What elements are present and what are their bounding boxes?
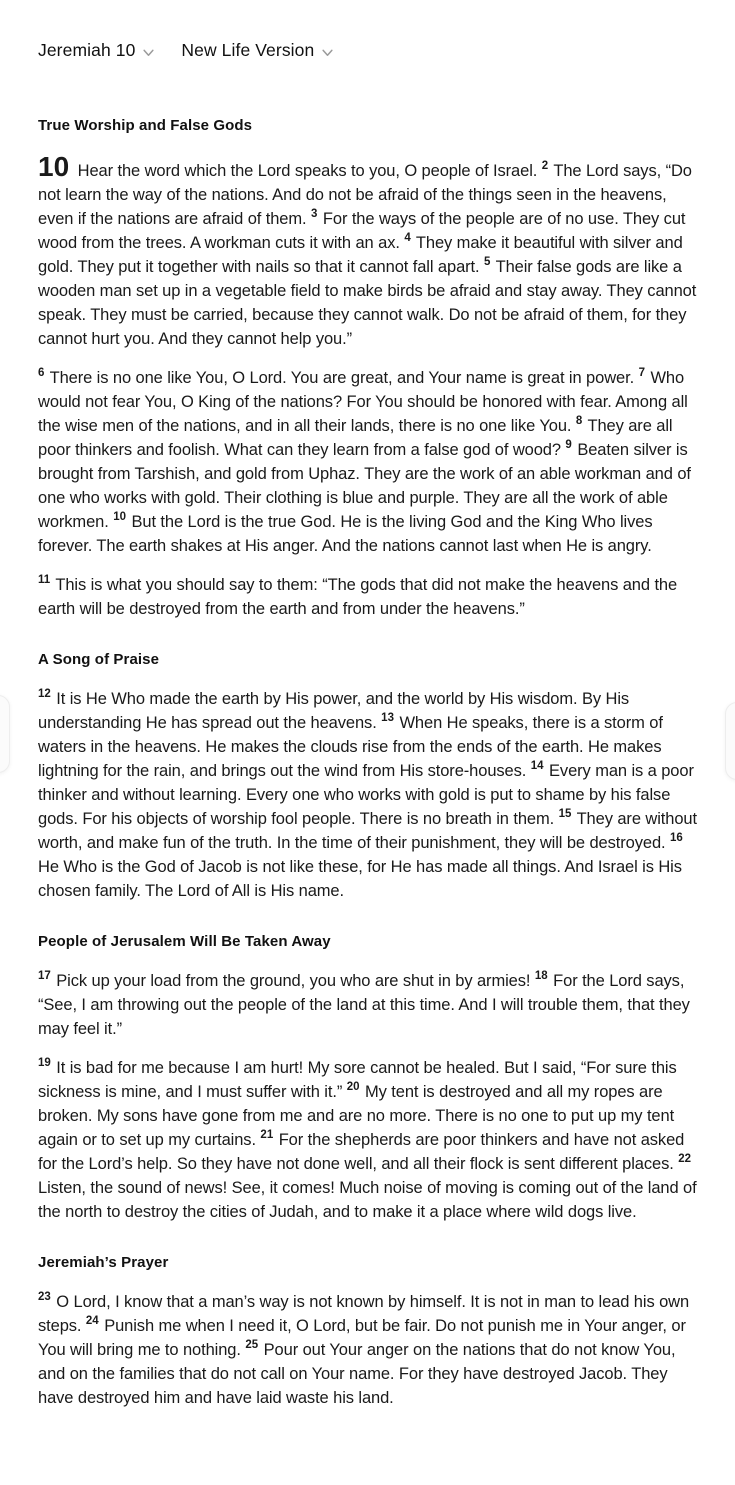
verse-number: 22	[678, 1152, 691, 1165]
book-chapter-dropdown[interactable]	[38, 40, 155, 61]
next-chapter-button[interactable]	[725, 702, 735, 780]
chapter-number: 10	[38, 151, 70, 182]
verse-number: 3	[311, 207, 318, 220]
verse-number: 7	[638, 366, 645, 379]
passage-paragraph: $^{12}$ It is He Who made the earth by His power, and the world by His wisdom. By His understanding He has spread out the heavens. $^{13}$ When He speaks, there is a storm of waters in the heavens. He makes the clouds rise from the ends of the earth. He makes lightning for the rain, and brings out the wind from His store-houses. $^{14}$ Every man is a poor thinker and without learning. Every one who works with gold is put to shame by his false gods. For his objects of worship fool people. There is no breath in them. $^{15}$ They are without worth, and make fun of the truth. In the time of their punishment, they will be destroyed. $^{16}$ He Who is the God of Jacob is not like these, for He has made all things. And Israel is His chosen family. The Lord of All is His name.	[38, 687, 697, 900]
section-heading: People of Jerusalem Will Be Taken Away	[38, 933, 331, 950]
passage-paragraph: $^{23}$ O Lord, I know that a man’s way is not known by himself. It is not in man to lead his own steps. $^{24}$ Punish me when I need it, O Lord, but be fair. Do not punish me in Your anger, or You will bring me to nothing. $^{25}$ Pour out Your anger on the nations that do not know You, and on the families that do not call on Your name. For they have destroyed Jacob. They have destroyed him and have laid waste his land.	[38, 1290, 690, 1407]
verse-number: 25	[245, 1338, 259, 1351]
section-heading: True Worship and False Gods	[38, 117, 253, 134]
verse-number: 10	[113, 510, 126, 523]
verse-number: 19	[38, 1056, 51, 1069]
verse-number: 14	[530, 759, 544, 772]
verse-number: 18	[534, 969, 548, 982]
passage-content	[38, 117, 697, 1410]
verse-number: 16	[670, 831, 683, 844]
passage-paragraph: $^{19}$ It is bad for me because I am hurt! My sore cannot be healed. But I said, “For sure this sickness is mine, and I must suffer with it.” $^{20}$ My tent is destroyed and all my ropes are broken. My sons have gone from me and are no more. There is no one to put up my tent again or to set up my curtains. $^{21}$ For the shepherds are poor thinkers and have not asked for the Lord’s help. So they have not done well, and all their flock is sent different places. $^{22}$ Listen, the sound of news! See, it comes! Much noise of moving is coming out of the land of the north to destroy the cities of Judah, and to make it a place where wild dogs live.	[38, 1056, 697, 1221]
verse-number: 24	[85, 1314, 99, 1327]
verse-number: 8	[575, 414, 583, 427]
passage-paragraph: $^{17}$ Pick up your load from the ground, you who are shut in by armies! $^{18}$ For the Lord says, “See, I am throwing out the people of the land at this time. And I will trouble them, that they may feel it.”	[38, 969, 690, 1038]
version-label: New Life Version	[181, 40, 315, 60]
verse-number: 21	[260, 1128, 274, 1141]
chevron-down-icon	[142, 43, 155, 59]
verse-number: 4	[404, 231, 411, 244]
passage-paragraph: $^{11}$ This is what you should say to them: “The gods that did not make the heavens and the earth will be destroyed from the earth and from under the heavens.”	[38, 573, 678, 618]
book-chapter-label: Jeremiah 10	[38, 40, 136, 60]
verse-number: 5	[484, 255, 491, 268]
section-heading: A Song of Praise	[38, 651, 160, 668]
passage-paragraph: $^6$ There is no one like You, O Lord. You are great, and Your name is great in power. $^7$ Who would not fear You, O King of the nations? For You should be honored with fear. Among all the wise men of the nations, and in all their lands, there is no one like You. $^8$ They are all poor thinkers and foolish. What can they learn from a false god of wood? $^9$ Beaten silver is brought from Tarshish, and gold from Uphaz. They are the work of an able workman and of one who works with gold. Their clothing is blue and purple. They are all the work of able workmen. $^{10}$ But the Lord is the true God. He is the living God and the King Who lives forever. The earth shakes at His anger. And the nations cannot last when He is angry.	[38, 366, 691, 555]
verse-number: 13	[381, 711, 394, 724]
verse-number: 12	[38, 687, 51, 700]
version-dropdown[interactable]	[181, 40, 334, 61]
verse-number: 23	[38, 1290, 51, 1303]
passage-header	[38, 40, 697, 61]
verse-number: 11	[38, 573, 51, 586]
verse-number: 17	[38, 969, 51, 982]
passage-paragraph: 10 Hear the word which the Lord speaks to you, O people of Israel. $^2$ The Lord says, “Do not learn the way of the nations. And do not be afraid of the things seen in the heavens, even if the nations are afraid of them. $^3$ For the ways of the people are of no use. They cut wood from the trees. A workman cuts it with an ax. $^4$ They make it beautiful with silver and gold. They put it together with nails so that it cannot fall apart. $^5$ Their false gods are like a wooden man set up in a vegetable field to make birds be afraid and stay away. They cannot speak. They must be carried, because they cannot walk. Do not be afraid of them, for they cannot hurt you. And they cannot help you.”	[38, 151, 697, 348]
verse-number: 20	[346, 1080, 360, 1093]
verse-number: 9	[565, 438, 572, 451]
verse-number: 6	[38, 366, 45, 379]
prev-chapter-button[interactable]	[0, 695, 10, 773]
verse-number: 2	[541, 159, 549, 172]
verse-number: 15	[558, 807, 572, 820]
section-heading: Jeremiah’s Prayer	[38, 1254, 169, 1271]
chevron-down-icon	[321, 43, 334, 59]
